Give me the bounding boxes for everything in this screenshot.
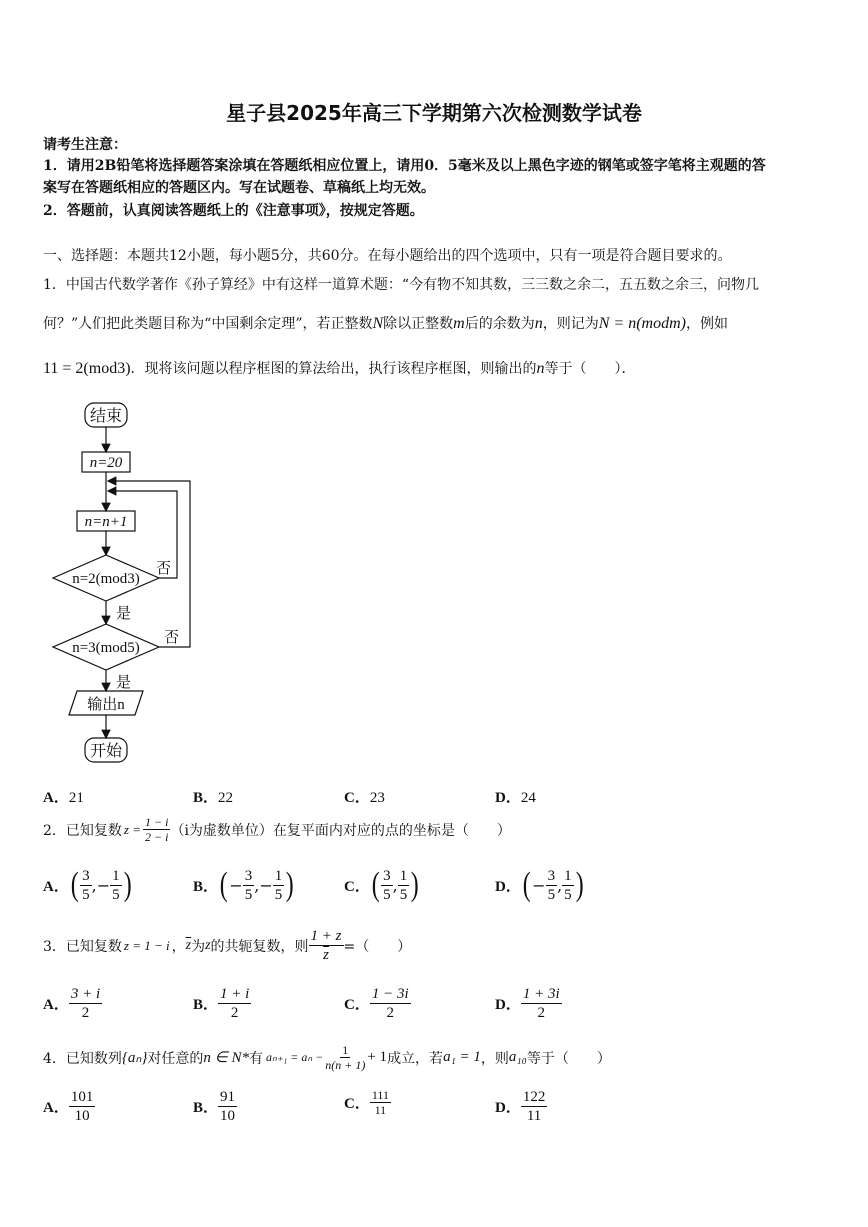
q4-stem: 4．已知数列 {aₙ} 对任意的 n ∈ N* 有 aₙ₊₁ = aₙ − $\frac{1}{n(n + 1)}$ + 1 成立，若 a₁ = 1 ，则 a₁₀ 等于（ ） xyxy=(43,1043,611,1072)
notice-line-2: 案写在答题纸相应的答题区内。写在试题卷、草稿纸上均无效。 xyxy=(43,180,435,196)
q3-option-b[interactable]: B． $\frac{1 + i}{2}$ xyxy=(193,986,250,1021)
q4-recurrence: aₙ₊₁ = aₙ − xyxy=(265,1050,324,1064)
q1-text-b: 除以正整数 xyxy=(383,316,454,332)
no-label-1: 否 xyxy=(156,561,172,577)
q3-z-def: z = 1 − i xyxy=(123,937,170,953)
page-title: 星子县2025年高三下学期第六次检测数学试卷 xyxy=(226,101,642,125)
q1-text-f: ．现将该问题以程序框图的算法给出，执行该程序框图，则输出的 xyxy=(130,361,537,377)
output-label: 输出n xyxy=(87,697,125,713)
mod-formula: N = n(modm) xyxy=(598,315,686,332)
q1-line-1: 1．中国古代数学著作《孙子算经》中有这样一道算术题：“今有物不知其数，三三数之余二，五五数之余三，问物几 xyxy=(43,277,760,293)
q3-option-d[interactable]: D． $\frac{1 + 3i}{2}$ xyxy=(495,986,560,1021)
var-m: m xyxy=(453,315,465,332)
q1-text-c: 后的余数为 xyxy=(464,316,535,332)
q1-line-2 xyxy=(43,313,728,333)
cond1-label: n=2(mod3) xyxy=(72,571,140,587)
q3-option-c[interactable]: C． $\frac{1 - 3i}{2}$ xyxy=(344,986,409,1021)
q1-text-d: ，则记为 xyxy=(542,316,599,332)
q2-option-c[interactable]: C． ( $\frac{3}{5}$ , $\frac{1}{5}$ ) xyxy=(344,866,419,903)
q2-option-b[interactable]: B． ( − $\frac{3}{5}$ , − $\frac{1}{5}$ ) xyxy=(193,866,294,903)
var-n-output: n xyxy=(536,360,545,377)
q1-option-a[interactable]: A．21 xyxy=(43,790,84,806)
q3-option-a[interactable]: A． $\frac{3 + i}{2}$ xyxy=(43,986,101,1021)
start-label: 开始 xyxy=(89,743,123,760)
notice-heading: 请考生注意： xyxy=(43,137,127,153)
cond2-label: n=3(mod5) xyxy=(72,640,140,656)
q2-fraction: $\frac{1 - i}{2 - i}$ xyxy=(145,815,169,844)
q1-option-d[interactable]: D．24 xyxy=(495,790,536,806)
flowchart xyxy=(45,398,215,770)
loop-no-2 xyxy=(108,481,190,647)
q4-option-b[interactable]: B． $\frac{91}{10}$ xyxy=(193,1089,236,1124)
q1-option-c[interactable]: C．23 xyxy=(344,790,385,806)
init-label: n=20 xyxy=(89,455,123,471)
no-label-2: 否 xyxy=(164,630,180,646)
q1-option-b[interactable]: B．22 xyxy=(193,790,234,806)
q4-option-c[interactable]: C． $\frac{111}{11}$ xyxy=(344,1088,389,1117)
increment-label: n=n+1 xyxy=(84,514,128,530)
notice-line-3: 2．答题前，认真阅读答题纸上的《注意事项》，按规定答题。 xyxy=(43,203,424,219)
end-label: 结束 xyxy=(89,408,123,425)
q4-sequence: {aₙ} xyxy=(121,1050,148,1066)
q1-line-3 xyxy=(43,358,636,378)
q1-text-g: 等于（ ）． xyxy=(544,361,636,377)
q2-z: z = xyxy=(123,821,142,837)
section-heading: 一、选择题：本题共12小题，每小题5分，共60分。在每小题给出的四个选项中，只有一项是符合题目要求的。 xyxy=(43,248,732,264)
q1-text-e: ，例如 xyxy=(685,316,728,332)
var-N: N xyxy=(372,315,384,332)
q4-target: a₁₀ xyxy=(508,1049,527,1065)
q3-stem: 3．已知复数 z = 1 − i ， $\overline{z}$ 为 z 的共轭复数，则 $\frac{1 + z}{z}$ =（ ） xyxy=(43,928,412,963)
mod-example: 11 = 2(mod3) xyxy=(43,360,131,377)
q2-stem: 2．已知复数 z = $\frac{1 - i}{2 - i}$ （i为虚数单位）在复平面内对应的点的坐标是（ ） xyxy=(43,815,511,844)
var-n: n xyxy=(534,315,543,332)
q1-text-a: 何？”人们把此类题目称为“中国剩余定理”，若正整数 xyxy=(43,316,373,332)
q4-option-d[interactable]: D． $\frac{122}{11}$ xyxy=(495,1089,546,1124)
q2-option-d[interactable]: D． ( − $\frac{3}{5}$ , $\frac{1}{5}$ ) xyxy=(495,866,584,903)
q2-option-a[interactable]: A． ( $\frac{3}{5}$ , − $\frac{1}{5}$ ) xyxy=(43,866,132,903)
q3-fraction: $\frac{1 + z}{z}$ xyxy=(310,928,342,963)
q3-zbar: $\overline{z}$ xyxy=(185,937,192,953)
notice-line-1: 1．请用2B铅笔将选择题答案涂填在答题纸相应位置上，请用0．5毫米及以上黑色字迹的钢笔或签字笔将主观题的答 xyxy=(43,158,766,174)
yes-label-2: 是 xyxy=(116,675,132,691)
yes-label-1: 是 xyxy=(116,606,132,622)
q4-option-a[interactable]: A． $\frac{101}{10}$ xyxy=(43,1089,94,1124)
